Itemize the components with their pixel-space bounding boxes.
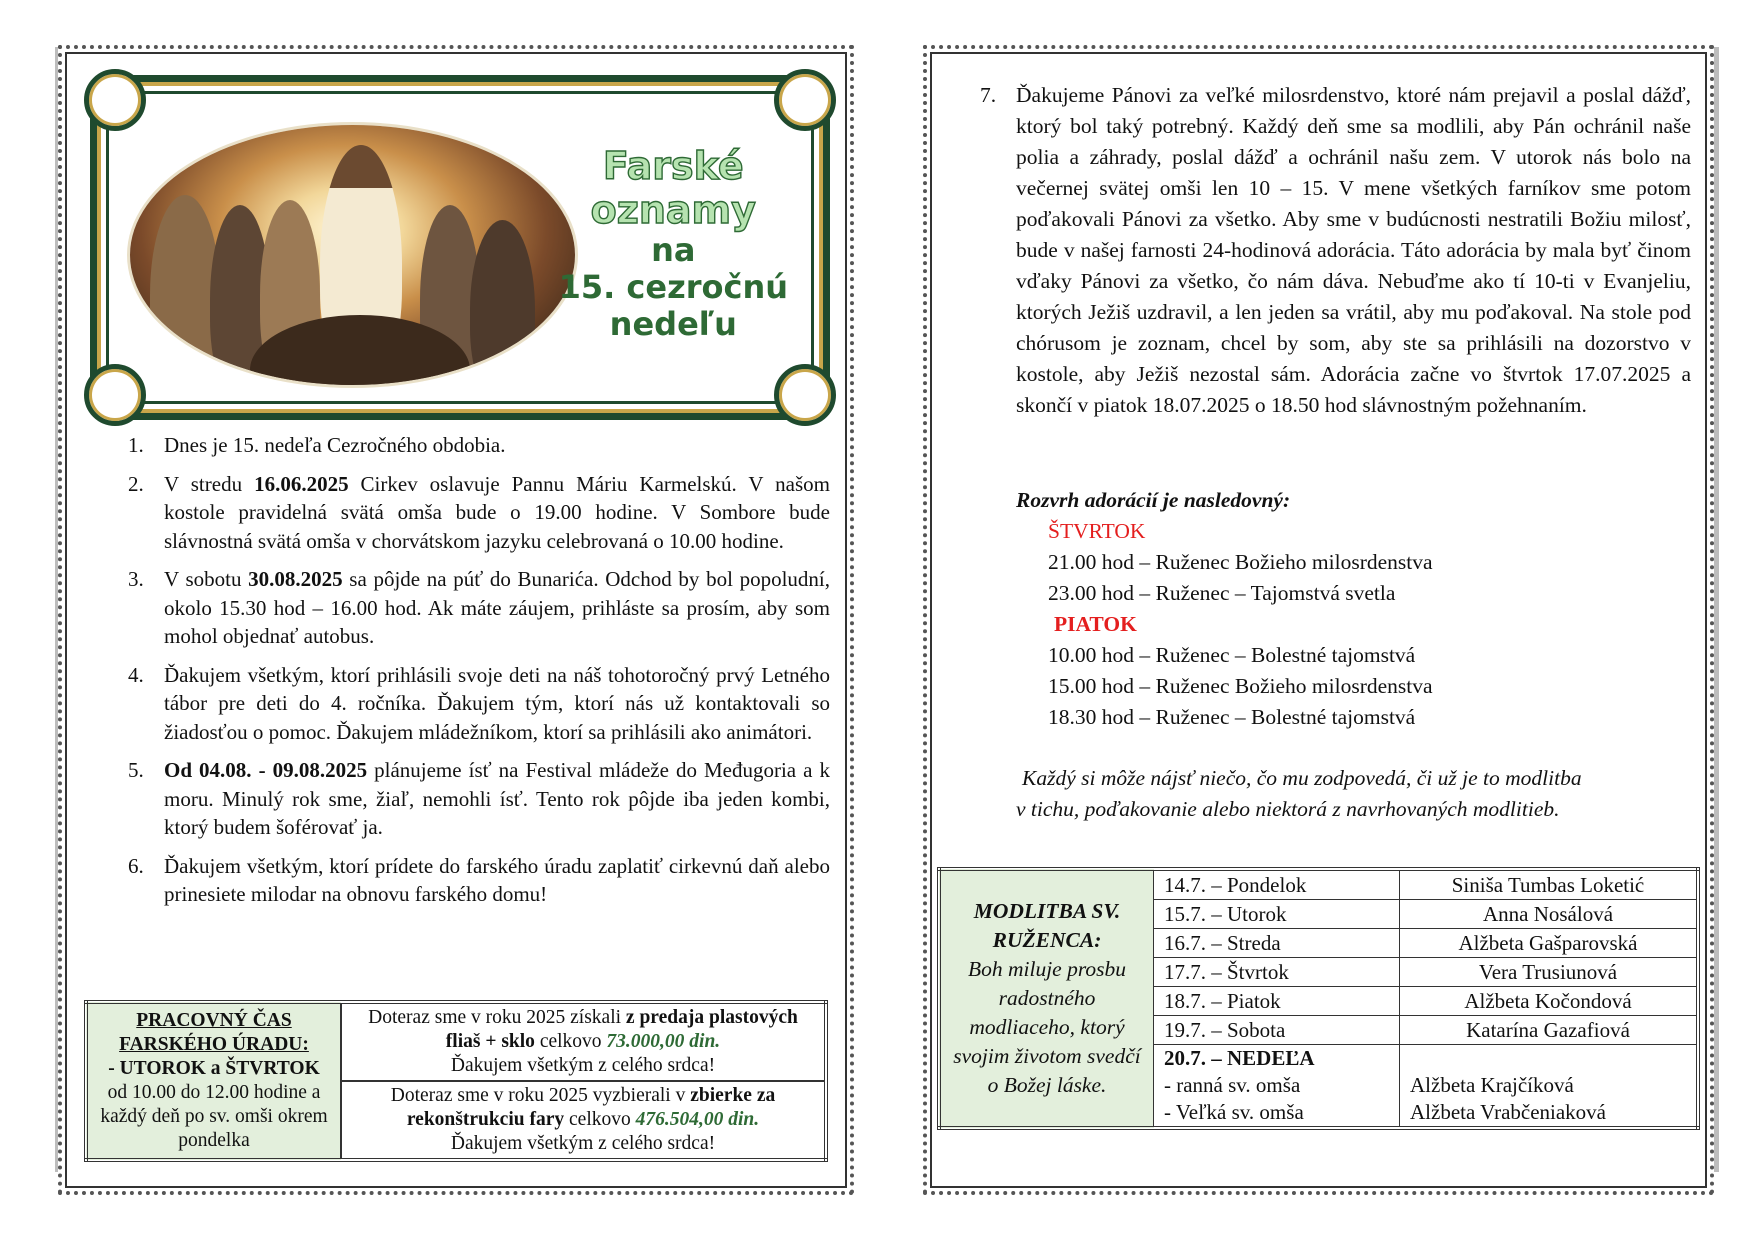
collection-amount: 476.504,00 din.	[635, 1109, 760, 1130]
frame-corner-ornament	[774, 69, 836, 131]
frame-corner-ornament	[84, 364, 146, 426]
item-date: Od 04.08. - 09.08.2025	[164, 758, 368, 782]
rosary-day: 14.7. – Pondelok	[1154, 869, 1400, 900]
item-number: 4.	[128, 662, 144, 687]
rosary-motto: Boh miluje prosbu radostného modliaceho, ktorý svojim životom svedčí o Božej láske.	[953, 957, 1141, 1097]
office-hours-cell	[86, 1002, 341, 1160]
office-title: PRACOVNÝ ČAS	[136, 1010, 292, 1031]
rosary-name: Alžbeta Vrabčeniaková	[1410, 1100, 1607, 1124]
header-title	[559, 145, 788, 343]
collection-purpose: zbierke za rekonštrukciu fary	[406, 1085, 776, 1130]
right-page	[923, 45, 1714, 1195]
sunday-mass: - Veľká sv. omša	[1164, 1100, 1304, 1124]
rosary-name: Katarína Gazafiová	[1400, 1016, 1699, 1045]
rosary-name: Alžbeta Gašparovská	[1400, 929, 1699, 958]
rosary-day: 16.7. – Streda	[1154, 929, 1400, 958]
schedule-item: 18.30 hod – Ruženec – Bolestné tajomstvá	[1048, 705, 1416, 729]
closing-line: Každý si môže nájsť niečo, čo mu zodpovedá, či už je to modlitba	[1022, 766, 1582, 790]
day-heading: PIATOK	[1054, 612, 1137, 636]
rosary-title: RUŽENCA:	[992, 928, 1102, 952]
title-line: 15. cezročnú	[558, 268, 788, 307]
rosary-name: Alžbeta Kočondová	[1400, 987, 1699, 1016]
item-number: 6.	[128, 853, 144, 878]
rosary-day: 15.7. – Utorok	[1154, 900, 1400, 929]
schedule-item: 23.00 hod – Ruženec – Tajomstvá svetla	[1048, 581, 1396, 605]
item-text: Ďakujem všetkým, ktorí prihlásili svoje deti na náš tohotoročný prvý Letného tábor pre deti do 4. ročníka. Ďakujem tým, ktorí nás už kontaktovali so žiadosťou o pomoc. Ďakujem mládežníkom, ktorí sa prihlásili ako animátori.	[164, 662, 830, 744]
announcement-item	[980, 80, 1691, 421]
frame-corner-ornament	[774, 364, 836, 426]
rosary-name: Alžbeta Krajčíková	[1410, 1073, 1574, 1097]
jesus-apostles-image	[130, 125, 575, 385]
announcement-item	[128, 470, 830, 556]
schedule-item: 15.00 hod – Ruženec Božieho milosrdenstva	[1048, 674, 1433, 698]
collection-thanks: Ďakujem všetkým z celého srdca!	[450, 1055, 716, 1076]
info-table	[84, 1000, 828, 1162]
office-days: - UTOROK a ŠTVRTOK	[108, 1058, 320, 1079]
item-text: V sobotu	[164, 567, 249, 591]
rosary-name: Vera Trusiunová	[1400, 958, 1699, 987]
closing-line: v tichu, poďakovanie alebo niektorá z navrhovaných modlitieb.	[1016, 797, 1560, 821]
title-line: nedeľu	[609, 304, 737, 343]
rosary-day: 17.7. – Štvrtok	[1154, 958, 1400, 987]
rosary-name: Siniša Tumbas Loketić	[1400, 869, 1699, 900]
schedule-heading: Rozvrh adorácií je nasledovný:	[1016, 488, 1291, 512]
item-text: plánujeme ísť na Festival mládeže do Međugoria a k moru. Minulý rok sme, žiaľ, nemohli ísť. Tento rok pôjde iba jeden kombi, ktorý budem šoférovať ja.	[164, 758, 830, 839]
announcement-item	[128, 431, 830, 460]
collection-cell	[341, 1002, 826, 1081]
office-hours: od 10.00 do 12.00 hodine a každý deň po sv. omši okrem pondelka	[100, 1082, 328, 1151]
item-date: 16.06.2025	[254, 471, 349, 496]
day-heading: ŠTVRTOK	[1048, 519, 1146, 543]
item-text: sa pôjde na púť do Bunarića. Odchod by bol popoludní, okolo 15.30 hod – 16.00 hod. Ak máte záujem, prihláste sa prosím, aby som mohol objednať autobus.	[164, 567, 830, 648]
rosary-day: 18.7. – Piatok	[1154, 987, 1400, 1016]
schedule-item: 21.00 hod – Ruženec Božieho milosrdenstva	[1048, 550, 1433, 574]
sunday-names-cell	[1400, 1045, 1699, 1129]
schedule-item: 10.00 hod – Ruženec – Bolestné tajomstvá	[1048, 643, 1416, 667]
item-date: 30.08.2025	[248, 567, 343, 591]
collection-text: Doteraz sme v roku 2025 získali	[368, 1007, 626, 1028]
adoration-schedule	[1016, 485, 1433, 733]
item-text: Cirkev oslavuje Pannu Máriu Karmelskú. V našom kostole pravidelná svätá omša bude o 19.00 hodine. V Sombore bude slávnostná svätá omša v chorvátskom jazyku celebrovaná o 10.00 hodine.	[164, 471, 830, 553]
collection-purpose: z predaja plastových fliaš + sklo	[445, 1007, 798, 1052]
item-number: 7.	[980, 83, 997, 107]
item-text: V stredu	[164, 471, 255, 496]
item-text: Dnes je 15. nedeľa Cezročného obdobia.	[164, 433, 506, 457]
announcement-list	[980, 80, 1691, 431]
announcement-list	[128, 431, 830, 919]
announcement-item	[128, 756, 830, 842]
announcement-item	[128, 661, 830, 747]
sunday-mass: - ranná sv. omša	[1164, 1073, 1301, 1097]
collection-thanks: Ďakujem všetkým z celého srdca!	[450, 1133, 716, 1154]
item-text: Ďakujem všetkým, ktorí prídete do farského úradu zaplatiť cirkevnú daň alebo prinesiete milodar na obnovu farského domu!	[164, 853, 830, 906]
item-text: Ďakujeme Pánovi za veľké milosrdenstvo, ktoré nám prejavil a poslal dážď, ktorý bol taký potrebný. Každý deň sme sa modlili, aby Pán ochránil naše polia a záhrady, poslal dážď a ochránil našu zem. V utorok nás bolo na večernej svätej omši len 10 – 15. V mene všetkých farníkov sme potom poďakovali Pánovi za všetko. Aby sme v budúcnosti nestratili Božiu milosť, bude v našej farnosti 24-hodinová adorácia. Táto adorácia by mala byť činom vďaky Pánovi za všetko, čo nám dáva. Nebuďme ako tí 10-ti v Evanjeliu, ktorých Ježiš uzdravil, a len jeden sa vrátil, aby mu poďakoval. Na stole pod chórusom je zoznam, chcel by som, aby ste sa prihlásili na dozorstvo v kostole, aby Ježiš nezostal sám. Adorácia začne vo štvrtok 17.07.2025 a skončí v piatok 18.07.2025 o 18.50 hod slávnostným požehnaním.	[1016, 83, 1691, 417]
collection-amount: 73.000,00 din.	[606, 1031, 721, 1052]
left-page	[58, 45, 854, 1195]
collection-cell	[341, 1081, 826, 1160]
item-number: 1.	[128, 433, 144, 457]
office-title: FARSKÉHO ÚRADU:	[119, 1034, 309, 1055]
sunday-cell	[1154, 1045, 1400, 1129]
rosary-day: 19.7. – Sobota	[1154, 1016, 1400, 1045]
collection-text: celkovo	[564, 1109, 636, 1130]
item-number: 2.	[128, 471, 144, 496]
title-line: Farské	[602, 144, 744, 188]
collection-text: celkovo	[534, 1031, 607, 1052]
item-number: 3.	[128, 567, 144, 591]
rosary-table	[937, 867, 1700, 1130]
item-number: 5.	[128, 758, 144, 782]
collection-text: Doteraz sme v roku 2025 vyzbierali v	[390, 1085, 691, 1106]
rosary-title: MODLITBA SV.	[973, 899, 1121, 923]
title-line: na	[651, 231, 696, 270]
announcement-item	[128, 852, 830, 909]
closing-note	[1016, 763, 1691, 825]
frame-corner-ornament	[84, 69, 146, 131]
title-line: oznamy	[590, 187, 756, 232]
rosary-name: Anna Nosálová	[1400, 900, 1699, 929]
sunday-title: 20.7. – NEDEĽA	[1164, 1046, 1315, 1070]
rosary-title-cell	[939, 869, 1154, 1128]
announcement-item	[128, 565, 830, 651]
header-banner	[90, 75, 830, 420]
